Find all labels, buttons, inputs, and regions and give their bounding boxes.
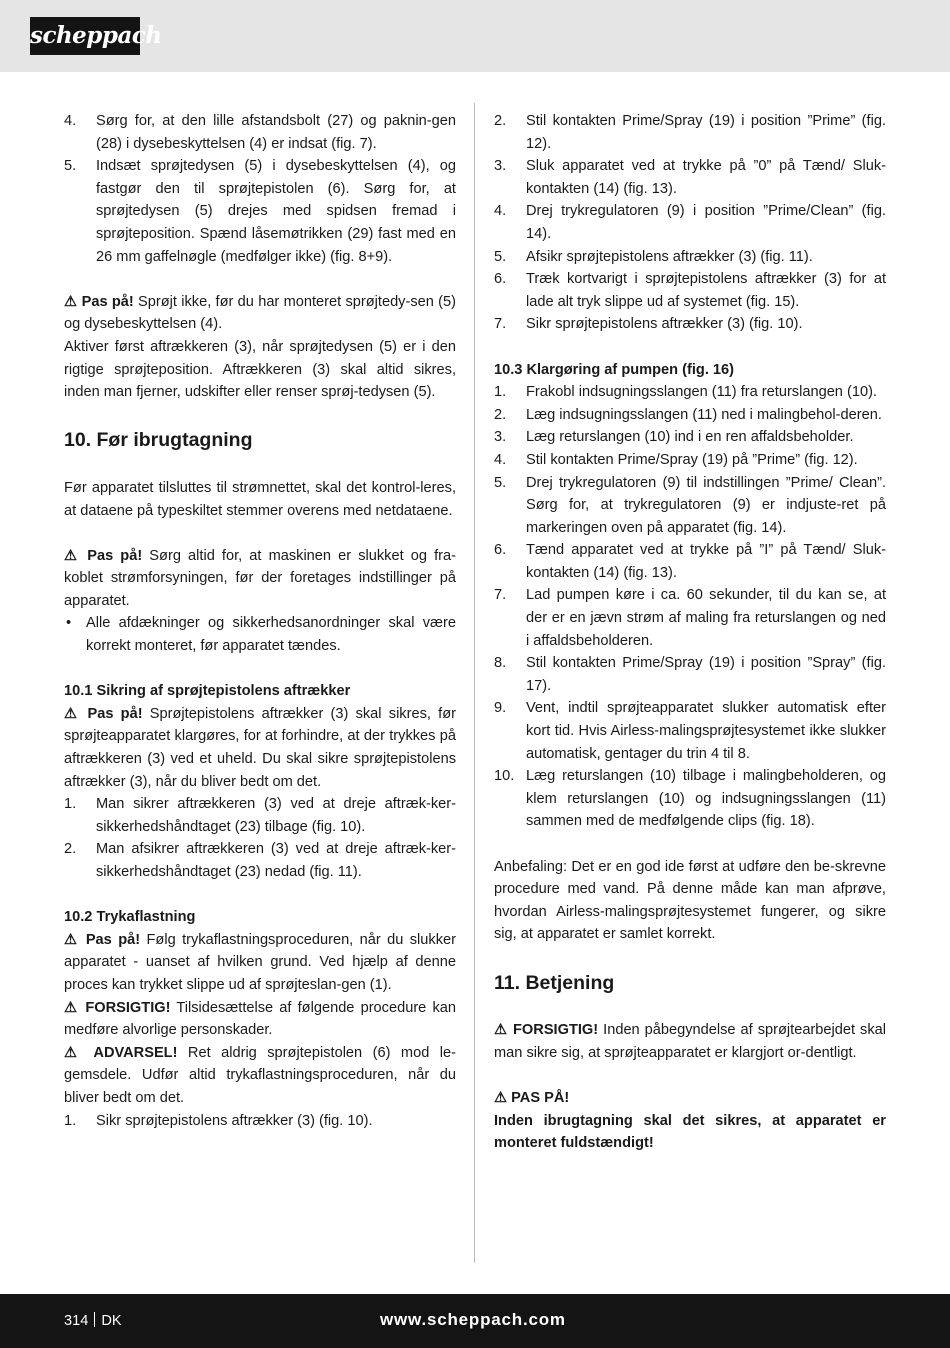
list-item: 2. Stil kontakten Prime/Spray (19) i position ”Prime” (fig. 12). xyxy=(494,113,886,152)
warning-note: ⚠ Pas på! Følg trykaflastningsproceduren, når du slukker apparatet - uanset af hvilken grund. Ved hjælp af denne proces kan trykket slippe ud af sprøjteslan-gen (1). xyxy=(64,931,456,993)
bullet-item: • Alle afdækninger og sikkerhedsanordninger skal være korrekt monteret, før apparatet tændes. xyxy=(66,615,456,655)
right-column xyxy=(494,110,886,1155)
subsection-heading-10-2: 10.2 Trykaflastning xyxy=(64,909,196,926)
list-item: 2. Man afsikrer aftrækkeren (3) ved at dreje aftræk-ker-sikkerhedshåndtaget (23) nedad (fig. 11). xyxy=(64,841,456,880)
list-item: 4. Drej trykregulatoren (9) i position ”Prime/Clean” (fig. 14). xyxy=(494,203,886,242)
warning-label: ⚠ Pas på! xyxy=(64,547,143,564)
list-item: 5. Afsikr sprøjtepistolens aftrækker (3) (fig. 11). xyxy=(494,248,813,265)
list-item: 3. Sluk apparatet ved at trykke på ”0” på Tænd/ Sluk-kontakten (14) (fig. 13). xyxy=(494,158,886,197)
column-divider xyxy=(474,103,475,1263)
advarsel-note: ⚠ ADVARSEL! Ret aldrig sprøjtepistolen (6) mod le-gemsdele. Udfør altid trykaflastningsproceduren, når du bliver bedt om det. xyxy=(64,1044,456,1106)
scheppach-logo: scheppach xyxy=(30,17,140,55)
list-item: 5. Indsæt sprøjtedysen (5) i dysebeskyttelsen (4), og fastgør den til sprøjtepistolen (6). Sørg for, at sprøjtedysen (5) drejes med spidsen fremad i sprøjteposition. Spænd låsemøtrikken (29) fast med en 26 mm gaffelnøgle (medfølger ikke) (fig. 8+9). xyxy=(64,158,456,265)
list-item: 1. Frakobl indsugningsslangen (11) fra returslangen (10). xyxy=(494,384,877,401)
warning-label: ⚠ PAS PÅ! xyxy=(494,1089,570,1106)
warning-label: ⚠ Pas på! xyxy=(64,293,134,310)
advarsel-label: ⚠ ADVARSEL! xyxy=(64,1044,178,1061)
caution-label: ⚠ FORSIGTIG! xyxy=(64,999,171,1016)
warning-note: ⚠ Pas på! Sprøjtepistolens aftrækker (3) skal sikres, før sprøjteapparatet klargøres, for at forhindre, at der trykkes på aftrækkeren (3) ved et uheld. Du skal sikre sprøjtepistolens aftrækker (3), når du bliver bedt om det. xyxy=(64,705,456,790)
header-bar xyxy=(0,0,950,72)
list-item: 3. Læg returslangen (10) ind i en ren affaldsbeholder. xyxy=(494,429,854,446)
section-heading-10: 10. Før ibrugtagning xyxy=(64,429,253,452)
list-item: 1. Sikr sprøjtepistolens aftrækker (3) (fig. 10). xyxy=(64,1112,373,1129)
caution-note: ⚠ FORSIGTIG! Tilsidesættelse af følgende procedure kan medføre alvorlige personskader. xyxy=(64,999,456,1039)
warning-label: ⚠ Pas på! xyxy=(64,931,141,948)
list-item: 7. Lad pumpen køre i ca. 60 sekunder, til du kan se, at der er en jævn strøm af maling fra returslangen og ned i affaldsbeholderen. xyxy=(494,587,886,649)
caution-note: ⚠ FORSIGTIG! Inden påbegyndelse af sprøjtearbejdet skal man sikre sig, at sprøjteapparatet er klargjort or-dentligt. xyxy=(494,1022,887,1061)
warning-text: Inden ibrugtagning skal det sikres, at apparatet er monteret fuldstændigt! xyxy=(494,1112,886,1152)
recommendation-paragraph: Anbefaling: Det er en god ide først at udføre den be-skrevne procedure med vand. På denne måde kan man afprøve, hvordan Airless-malingsprøjtesystemet fungerer, og sikre sig, at apparatet er samlet korrekt. xyxy=(494,858,886,943)
list-item: 9. Vent, indtil sprøjteapparatet slukker automatisk efter kort tid. Hvis Airless-malingsprøjtesystemet ikke slukker automatisk, gentager du trin 4 til 8. xyxy=(494,700,886,762)
paragraph: Aktiver først aftrækkeren (3), når sprøjtedysen (5) er i den rigtige sprøjteposition. Aftrækkeren (3) skal altid sikres, inden man fjerner, udskifter eller renser sprøj-tedysen (5). xyxy=(64,338,456,401)
list-item: 2. Læg indsugningsslangen (11) ned i malingbehol-deren. xyxy=(494,406,882,423)
caution-label: ⚠ FORSIGTIG! xyxy=(494,1022,599,1039)
list-item: 6. Træk kortvarigt i sprøjtepistolens aftrækker (3) for at lade alt tryk slippe ud af systemet (fig. 15). xyxy=(494,271,886,310)
footer-bar xyxy=(0,1294,950,1348)
subsection-heading-10-1: 10.1 Sikring af sprøjtepistolens aftrækker xyxy=(64,683,351,700)
paragraph: Før apparatet tilsluttes til strømnettet, skal det kontrol-leres, at dataene på typeskiltet stemmer overens med netdataene. xyxy=(64,479,456,519)
warning-label: ⚠ Pas på! xyxy=(64,705,143,722)
list-item: 4. Stil kontakten Prime/Spray (19) på ”Prime” (fig. 12). xyxy=(494,451,858,468)
list-item: 6. Tænd apparatet ved at trykke på ”I” på Tænd/ Sluk-kontakten (14) (fig. 13). xyxy=(494,542,886,581)
list-steps-4-5 xyxy=(64,110,456,268)
website-link[interactable]: www.scheppach.com xyxy=(380,1310,566,1329)
page-number: 314 DK xyxy=(64,1313,122,1329)
list-item: 4. Sørg for, at den lille afstandsbolt (27) og paknin-gen (28) i dysebeskyttelsen (4) er indsat (fig. 7). xyxy=(64,113,456,152)
subsection-heading-10-3: 10.3 Klargøring af pumpen (fig. 16) xyxy=(494,361,735,378)
warning-note: ⚠ Pas på! Sprøjt ikke, før du har monteret sprøjtedy-sen (5) og dysebeskyttelsen (4). xyxy=(64,293,456,333)
list-item: 5. Drej trykregulatoren (9) til indstillingen ”Prime/ Clean”. Sørg for, at trykregulatoren (9) er indjuste-ret på markeringen oven på apparatet (fig. 14). xyxy=(494,474,886,536)
left-column xyxy=(64,110,456,1132)
list-item: 10. Læg returslangen (10) tilbage i malingbeholderen, og klem returslangen (10) og indsugningsslangen (11) sammen med de medfølgende clips (fig. 18). xyxy=(494,768,886,830)
list-item: 8. Stil kontakten Prime/Spray (19) i position ”Spray” (fig. 17). xyxy=(494,655,886,694)
list-item: 1. Man sikrer aftrækkeren (3) ved at dreje aftræk-ker-sikkerhedshåndtaget (23) tilbage (fig. 10). xyxy=(64,796,456,835)
section-heading-11: 11. Betjening xyxy=(494,971,615,994)
list-item: 7. Sikr sprøjtepistolens aftrækker (3) (fig. 10). xyxy=(494,316,803,333)
warning-note: ⚠ Pas på! Sørg altid for, at maskinen er slukket og fra-koblet strømforsyningen, før der foretages indstillinger på apparatet. xyxy=(64,547,456,609)
